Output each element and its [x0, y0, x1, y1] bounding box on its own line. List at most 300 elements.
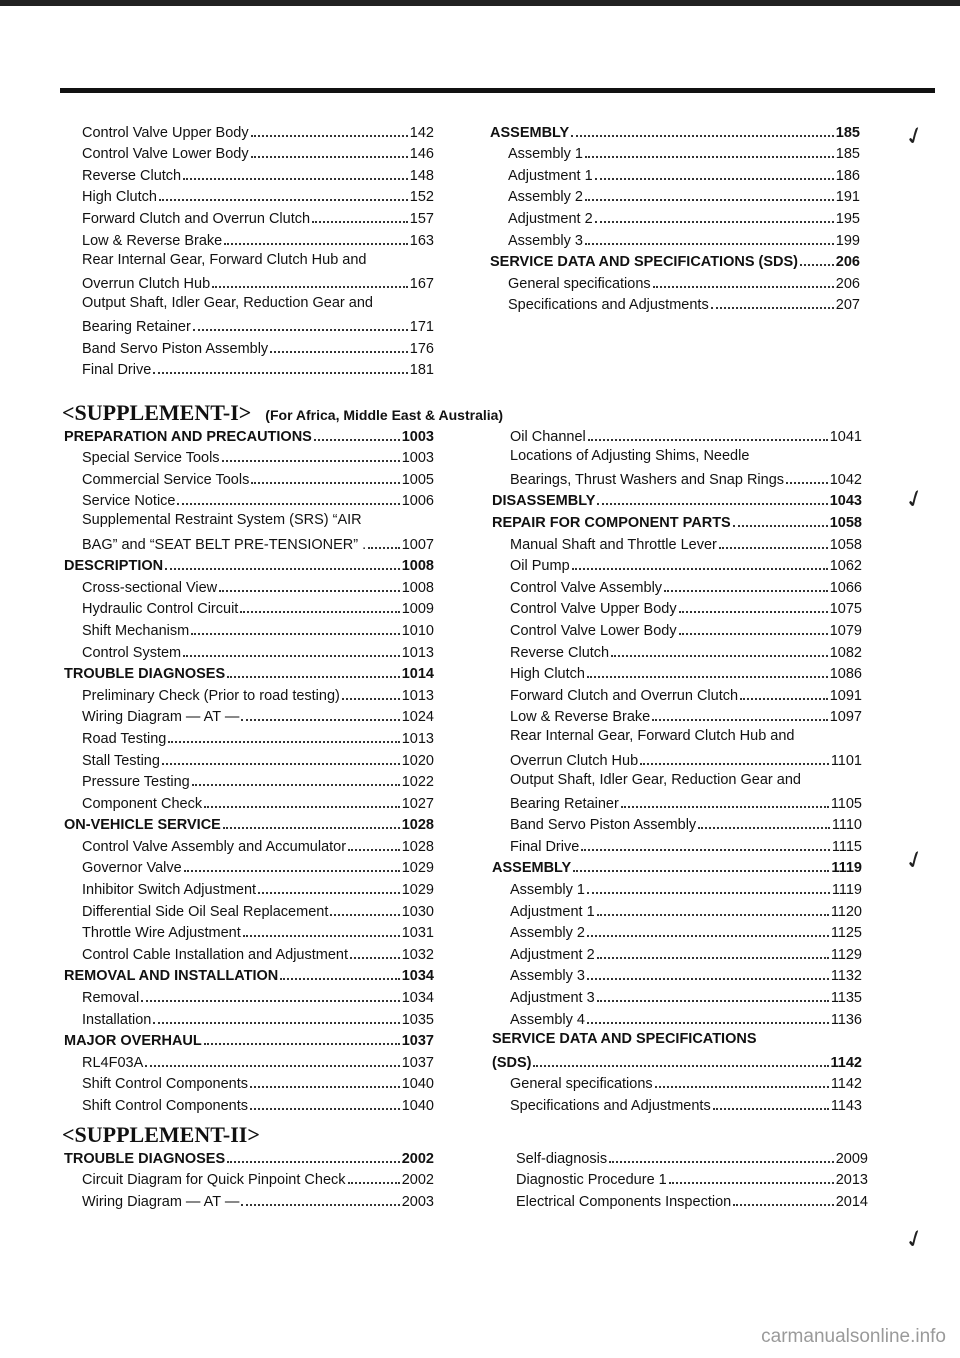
- toc-entry-title: Shift Control Components: [82, 1076, 249, 1093]
- toc-entry-title: Assembly 2: [510, 925, 585, 942]
- toc-entry[interactable]: [64, 726, 434, 748]
- toc-entry[interactable]: [64, 921, 434, 943]
- toc-entry[interactable]: [64, 597, 434, 619]
- toc-page-number: 1119: [831, 860, 862, 877]
- dot-leader: [621, 806, 829, 808]
- toc-page-number: 171: [409, 318, 434, 335]
- toc-entry[interactable]: [64, 142, 434, 164]
- toc-page-number: 2003: [401, 1193, 434, 1210]
- dot-leader: [240, 611, 399, 613]
- toc-page-number: 2013: [835, 1172, 868, 1189]
- toc-entry[interactable]: [64, 1050, 434, 1072]
- toc-section-heading[interactable]: [492, 1050, 862, 1072]
- toc-entry-title: Special Service Tools: [82, 450, 220, 467]
- toc-page-number: 1135: [830, 990, 862, 1007]
- toc-entry[interactable]: [498, 1168, 868, 1190]
- toc-entry[interactable]: [64, 1093, 434, 1115]
- dot-leader: [664, 590, 828, 592]
- toc-entry[interactable]: [64, 1168, 434, 1190]
- toc-section-heading[interactable]: [64, 424, 434, 446]
- toc-section-heading[interactable]: [64, 554, 434, 576]
- toc-entry[interactable]: [492, 424, 862, 446]
- toc-entry[interactable]: [492, 985, 862, 1007]
- toc-entry[interactable]: [492, 575, 862, 597]
- toc-entry-title: Reverse Clutch: [510, 644, 610, 661]
- dot-leader: [348, 1182, 400, 1184]
- toc-entry-continued: Rear Internal Gear, Forward Clutch Hub and: [82, 251, 367, 268]
- dot-leader: [241, 719, 399, 721]
- toc-entry-title: Specifications and Adjustments: [508, 297, 709, 314]
- toc-entry-title: Circuit Diagram for Quick Pinpoint Check: [82, 1172, 346, 1189]
- toc-section-heading[interactable]: [492, 489, 862, 511]
- dot-leader: [224, 243, 408, 245]
- dot-leader: [573, 870, 829, 872]
- dot-leader: [241, 1204, 399, 1206]
- toc-entry-title: Specifications and Adjustments: [510, 1098, 711, 1114]
- toc-entry-title: Oil Channel: [510, 428, 586, 445]
- dot-leader: [595, 221, 834, 223]
- toc-entry-title: Band Servo Piston Assembly: [82, 340, 269, 357]
- toc-entry[interactable]: [492, 683, 862, 705]
- toc-entry[interactable]: [490, 206, 860, 228]
- toc-entry-title: Adjustment 1: [510, 903, 595, 920]
- dot-leader: [204, 1043, 400, 1045]
- toc-entry-title: Assembly 3: [508, 232, 583, 249]
- toc-page-number: 1142: [830, 1054, 862, 1071]
- toc-page-number: 206: [835, 254, 860, 271]
- toc-entry-title: Inhibitor Switch Adjustment: [82, 882, 257, 899]
- dot-leader: [193, 329, 408, 331]
- dot-leader: [212, 286, 408, 288]
- toc-entry-title: Cross-sectional View: [82, 579, 218, 596]
- top-edge-bar: [0, 0, 960, 6]
- toc-entry-title: RL4F03A: [82, 1054, 144, 1071]
- toc-section-heading[interactable]: [492, 856, 862, 878]
- toc-page-number: 1062: [829, 558, 862, 575]
- toc-section-heading[interactable]: [64, 1146, 434, 1168]
- dot-leader: [587, 892, 830, 894]
- toc-page-number: 1032: [401, 946, 434, 963]
- toc-page-number: 1041: [829, 428, 862, 445]
- toc-page-number: 1058: [829, 536, 862, 553]
- dot-leader: [192, 784, 400, 786]
- toc-entry-continued: Output Shaft, Idler Gear, Reduction Gear and: [82, 294, 373, 311]
- dot-leader: [168, 741, 399, 743]
- toc-page-number: 195: [835, 210, 860, 227]
- toc-page-number: 1132: [830, 968, 862, 985]
- toc-entry[interactable]: [492, 1093, 862, 1115]
- toc-entry-title: Road Testing: [82, 730, 167, 747]
- dot-leader: [611, 655, 828, 657]
- toc-entry-title: Control Valve Upper Body: [82, 124, 249, 141]
- toc-entry-title: Control System: [82, 644, 182, 661]
- toc-entry[interactable]: [64, 1189, 434, 1211]
- dot-leader: [585, 243, 834, 245]
- toc-entry-title: Installation: [82, 1011, 152, 1028]
- dot-leader: [733, 1204, 834, 1206]
- toc-entry-title: Adjustment 2: [508, 210, 593, 227]
- toc-page-number: 1129: [830, 946, 862, 963]
- toc-entry[interactable]: [64, 489, 434, 511]
- dot-leader: [312, 221, 408, 223]
- dot-leader: [698, 827, 830, 829]
- dot-leader: [350, 957, 400, 959]
- toc-page-number: 1030: [401, 903, 434, 920]
- dot-leader: [159, 199, 408, 201]
- toc-page-number: 1034: [401, 968, 434, 985]
- toc-entry-title: Control Valve Lower Body: [82, 146, 249, 163]
- toc-entry[interactable]: [64, 206, 434, 228]
- toc-column-5: [64, 1146, 434, 1211]
- toc-entry-title: Final Drive: [510, 838, 580, 855]
- toc-page-number: 1040: [401, 1076, 434, 1093]
- toc-page-number: 1008: [401, 558, 434, 575]
- toc-entry-title: PREPARATION AND PRECAUTIONS: [64, 428, 312, 445]
- dot-leader: [243, 935, 400, 937]
- toc-section-heading[interactable]: [490, 250, 860, 272]
- toc-page-number: 1110: [831, 817, 862, 834]
- toc-entry[interactable]: [64, 120, 434, 142]
- toc-page-number: 1003: [401, 428, 434, 445]
- toc-entry-title: General specifications: [508, 275, 651, 292]
- check-mark-icon: ✓: [900, 1223, 930, 1256]
- dot-leader: [597, 503, 827, 505]
- toc-entry-title: Throttle Wire Adjustment: [82, 925, 241, 942]
- toc-entry-title: Control Valve Upper Body: [510, 601, 677, 618]
- dot-leader: [314, 439, 400, 441]
- toc-entry-title: Commercial Service Tools: [82, 471, 250, 488]
- dot-leader: [609, 1161, 834, 1163]
- toc-entry-title: Bearing Retainer: [510, 795, 619, 812]
- dot-leader: [597, 1000, 829, 1002]
- toc-page-number: 181: [409, 362, 434, 379]
- toc-page-number: 1086: [829, 666, 862, 683]
- toc-page-number: 2014: [835, 1193, 868, 1210]
- toc-entry[interactable]: [492, 554, 862, 576]
- toc-entry[interactable]: [64, 748, 434, 770]
- toc-entry[interactable]: [498, 1189, 868, 1211]
- toc-page-number: 1043: [829, 493, 862, 510]
- dot-leader: [587, 676, 828, 678]
- toc-page-number: 1013: [401, 730, 434, 747]
- toc-page-number: 157: [409, 210, 434, 227]
- toc-page-number: 1097: [829, 709, 862, 726]
- toc-column-1: [64, 120, 434, 379]
- toc-entry-title: Control Cable Installation and Adjustment: [82, 946, 348, 963]
- dot-leader: [587, 935, 829, 937]
- toc-entry-title: TROUBLE DIAGNOSES: [64, 1150, 226, 1167]
- toc-entry-title: Preliminary Check (Prior to road testing): [82, 687, 340, 704]
- toc-section-heading[interactable]: [64, 662, 434, 684]
- dot-leader: [572, 568, 828, 570]
- dot-leader: [597, 914, 829, 916]
- toc-entry[interactable]: [64, 575, 434, 597]
- toc-page-number: 1027: [401, 795, 434, 812]
- dot-leader: [711, 307, 834, 309]
- toc-entry[interactable]: [64, 705, 434, 727]
- toc-page-number: 142: [409, 124, 434, 141]
- check-mark-icon: ✓: [900, 483, 930, 516]
- toc-entry-title: Manual Shaft and Throttle Lever: [510, 536, 717, 553]
- toc-entry-title: Assembly 3: [510, 968, 585, 985]
- toc-entry[interactable]: [64, 163, 434, 185]
- toc-page-number: 1013: [401, 687, 434, 704]
- toc-entry-continued: SERVICE DATA AND SPECIFICATIONS: [492, 1030, 757, 1047]
- toc-page-number: 1101: [830, 752, 862, 769]
- dot-leader: [597, 957, 829, 959]
- toc-page-number: 1008: [401, 579, 434, 596]
- toc-page-number: 152: [409, 189, 434, 206]
- toc-entry[interactable]: [490, 163, 860, 185]
- dot-leader: [653, 286, 834, 288]
- dot-leader: [184, 870, 400, 872]
- toc-page-number: 2002: [401, 1172, 434, 1189]
- dot-leader: [733, 525, 828, 527]
- dot-leader: [585, 156, 834, 158]
- toc-entry-title: High Clutch: [510, 666, 585, 683]
- toc-page-number: 176: [409, 340, 434, 357]
- toc-entry-title: BAG” and “SEAT BELT PRE-TENSIONER” .: [82, 536, 367, 553]
- toc-page-number: 1142: [830, 1076, 862, 1093]
- toc-entry-title: Differential Side Oil Seal Replacement: [82, 903, 329, 920]
- toc-entry[interactable]: [64, 467, 434, 489]
- dot-leader: [227, 676, 400, 678]
- toc-entry-title: Assembly 2: [508, 189, 583, 206]
- toc-entry[interactable]: [64, 834, 434, 856]
- toc-page-number: 1115: [831, 838, 862, 855]
- dot-leader: [588, 439, 828, 441]
- toc-entry-title: Band Servo Piston Assembly: [510, 817, 697, 834]
- toc-entry-title: Wiring Diagram — AT —: [82, 1193, 240, 1210]
- toc-entry[interactable]: [490, 185, 860, 207]
- toc-entry-title: Self-diagnosis: [516, 1150, 608, 1167]
- toc-page-number: 1028: [401, 838, 434, 855]
- toc-entry-title: REMOVAL AND INSTALLATION: [64, 968, 279, 985]
- toc-entry-title: Low & Reverse Brake: [510, 709, 651, 726]
- toc-entry-continued: Supplemental Restraint System (SRS) “AIR: [82, 512, 362, 529]
- dot-leader: [153, 1022, 399, 1024]
- toc-page-number: 1005: [401, 471, 434, 488]
- toc-entry[interactable]: [64, 942, 434, 964]
- toc-entry-title: Assembly 1: [510, 882, 585, 899]
- toc-page-number: 1143: [830, 1098, 862, 1114]
- toc-entry[interactable]: [64, 791, 434, 813]
- toc-entry-title: Adjustment 2: [510, 946, 595, 963]
- toc-column-4: [492, 424, 862, 1115]
- toc-entry[interactable]: [64, 985, 434, 1007]
- toc-entry-title: Forward Clutch and Overrun Clutch: [82, 210, 311, 227]
- toc-page-number: 1014: [401, 666, 434, 683]
- toc-page-number: 1006: [401, 493, 434, 510]
- toc-entry[interactable]: [64, 640, 434, 662]
- toc-section-heading[interactable]: [64, 1029, 434, 1051]
- toc-entry-title: Wiring Diagram — AT —: [82, 709, 240, 726]
- dot-leader: [368, 547, 400, 549]
- toc-entry-title: Bearing Retainer: [82, 318, 191, 335]
- supplement-2-heading: [62, 1122, 260, 1148]
- toc-entry-title: Forward Clutch and Overrun Clutch: [510, 687, 739, 704]
- toc-column-6: [498, 1146, 868, 1211]
- toc-section-heading[interactable]: [64, 813, 434, 835]
- dot-leader: [222, 460, 400, 462]
- toc-entry[interactable]: [64, 532, 434, 554]
- dot-leader: [669, 1182, 834, 1184]
- toc-entry-continued: Output Shaft, Idler Gear, Reduction Gear and: [510, 771, 801, 788]
- toc-page-number: 1029: [401, 882, 434, 899]
- toc-section-heading[interactable]: [492, 510, 862, 532]
- toc-entry[interactable]: [490, 228, 860, 250]
- toc-entry-title: MAJOR OVERHAUL: [64, 1033, 202, 1050]
- dot-leader: [786, 482, 828, 484]
- toc-page-number: 206: [835, 275, 860, 292]
- toc-entry[interactable]: [492, 964, 862, 986]
- toc-entry-title: Adjustment 3: [510, 990, 595, 1007]
- check-mark-icon: ✓: [900, 844, 930, 877]
- toc-entry[interactable]: [492, 748, 862, 770]
- toc-entry[interactable]: [492, 813, 862, 835]
- toc-entry-title: Electrical Components Inspection: [516, 1193, 732, 1210]
- toc-entry-title: Control Valve Lower Body: [510, 622, 677, 639]
- toc-page-number: 1037: [401, 1033, 434, 1050]
- toc-entry[interactable]: [492, 618, 862, 640]
- toc-entry[interactable]: [492, 705, 862, 727]
- toc-page-number: 1040: [401, 1098, 434, 1114]
- toc-entry-title: SERVICE DATA AND SPECIFICATIONS (SDS): [490, 254, 799, 271]
- dot-leader: [204, 806, 400, 808]
- toc-entry[interactable]: [490, 293, 860, 315]
- toc-page-number: 1037: [401, 1054, 434, 1071]
- toc-entry[interactable]: [64, 358, 434, 380]
- dot-leader: [251, 482, 399, 484]
- toc-entry[interactable]: [492, 899, 862, 921]
- toc-entry-title: Oil Pump: [510, 558, 570, 575]
- dot-leader: [141, 1000, 400, 1002]
- toc-entry[interactable]: [490, 142, 860, 164]
- supplement-1-note: (For Africa, Middle East & Australia): [265, 407, 504, 423]
- supplement-1-heading: [62, 400, 503, 426]
- toc-entry-title: Overrun Clutch Hub: [82, 275, 211, 292]
- dot-leader: [587, 1022, 829, 1024]
- toc-entry-title: DESCRIPTION: [64, 558, 164, 575]
- dot-leader: [330, 914, 399, 916]
- toc-page-number: 186: [835, 167, 860, 184]
- toc-page-number: 1125: [830, 925, 862, 942]
- toc-entry[interactable]: [64, 877, 434, 899]
- toc-entry[interactable]: [492, 1072, 862, 1094]
- toc-page-number: 1042: [829, 471, 862, 488]
- toc-entry-title: High Clutch: [82, 189, 157, 206]
- dot-leader: [740, 698, 828, 700]
- toc-entry-title: Diagnostic Procedure 1: [516, 1172, 667, 1189]
- dot-leader: [251, 135, 408, 137]
- toc-entry-continued: Rear Internal Gear, Forward Clutch Hub and: [510, 728, 795, 745]
- toc-page-number: 1034: [401, 990, 434, 1007]
- toc-page-number: 1029: [401, 860, 434, 877]
- toc-entry[interactable]: [498, 1146, 868, 1168]
- toc-entry[interactable]: [492, 597, 862, 619]
- toc-entry[interactable]: [64, 618, 434, 640]
- toc-entry[interactable]: [492, 467, 862, 489]
- toc-entry-title: General specifications: [510, 1076, 653, 1093]
- toc-entry-title: Low & Reverse Brake: [82, 232, 223, 249]
- dot-leader: [342, 698, 400, 700]
- toc-page-number: 1007: [401, 536, 434, 553]
- toc-entry[interactable]: [64, 683, 434, 705]
- dot-leader: [595, 178, 834, 180]
- toc-page-number: 1024: [401, 709, 434, 726]
- toc-entry[interactable]: [64, 185, 434, 207]
- toc-entry-title: Reverse Clutch: [82, 167, 182, 184]
- toc-entry-title: Stall Testing: [82, 752, 160, 769]
- toc-page-number: 1079: [829, 622, 862, 639]
- toc-page-number: 146: [409, 146, 434, 163]
- toc-entry-title: Control Valve Assembly and Accumulator: [82, 838, 347, 855]
- dot-leader: [177, 503, 399, 505]
- toc-entry-continued: Locations of Adjusting Shims, Needle: [510, 447, 750, 464]
- dot-leader: [655, 1086, 829, 1088]
- toc-entry[interactable]: [492, 640, 862, 662]
- toc-entry[interactable]: [64, 770, 434, 792]
- toc-entry[interactable]: [492, 532, 862, 554]
- toc-entry[interactable]: [64, 336, 434, 358]
- toc-entry[interactable]: [492, 662, 862, 684]
- toc-entry[interactable]: [64, 1007, 434, 1029]
- dot-leader: [153, 372, 408, 374]
- dot-leader: [227, 1161, 400, 1163]
- toc-section-heading[interactable]: [490, 120, 860, 142]
- toc-entry-title: Hydraulic Control Circuit: [82, 601, 239, 618]
- toc-entry[interactable]: [64, 271, 434, 293]
- toc-entry[interactable]: [492, 921, 862, 943]
- toc-entry[interactable]: [492, 1007, 862, 1029]
- toc-entry-title: Shift Mechanism: [82, 622, 190, 639]
- toc-page-number: 1066: [829, 579, 862, 596]
- toc-entry[interactable]: [492, 834, 862, 856]
- toc-entry[interactable]: [64, 1072, 434, 1094]
- toc-entry[interactable]: [64, 899, 434, 921]
- toc-entry-title: Assembly 1: [508, 146, 583, 163]
- toc-entry[interactable]: [64, 856, 434, 878]
- toc-entry-title: Adjustment 1: [508, 167, 593, 184]
- toc-entry-title: Removal: [82, 990, 140, 1007]
- toc-entry-title: Service Notice: [82, 493, 176, 510]
- toc-entry[interactable]: [492, 877, 862, 899]
- toc-section-heading[interactable]: [64, 964, 434, 986]
- toc-entry[interactable]: [64, 228, 434, 250]
- toc-page-number: 1022: [401, 774, 434, 791]
- toc-page-number: 1120: [830, 903, 862, 920]
- dot-leader: [652, 719, 828, 721]
- toc-page-number: 207: [835, 297, 860, 314]
- toc-entry[interactable]: [490, 271, 860, 293]
- dot-leader: [270, 351, 408, 353]
- dot-leader: [183, 178, 408, 180]
- dot-leader: [219, 590, 400, 592]
- toc-page-number: 1003: [401, 450, 434, 467]
- dot-leader: [713, 1108, 829, 1110]
- toc-entry[interactable]: [492, 942, 862, 964]
- toc-page-number: 1091: [829, 687, 862, 704]
- toc-entry-title: Governor Valve: [82, 860, 182, 877]
- toc-entry-title: REPAIR FOR COMPONENT PARTS: [492, 514, 731, 531]
- toc-page-number: 1136: [830, 1011, 862, 1028]
- toc-entry[interactable]: [64, 314, 434, 336]
- dot-leader: [165, 568, 400, 570]
- toc-entry[interactable]: [64, 446, 434, 468]
- toc-entry-title: (SDS): [492, 1054, 532, 1071]
- toc-page-number: 1020: [401, 752, 434, 769]
- toc-entry[interactable]: [492, 791, 862, 813]
